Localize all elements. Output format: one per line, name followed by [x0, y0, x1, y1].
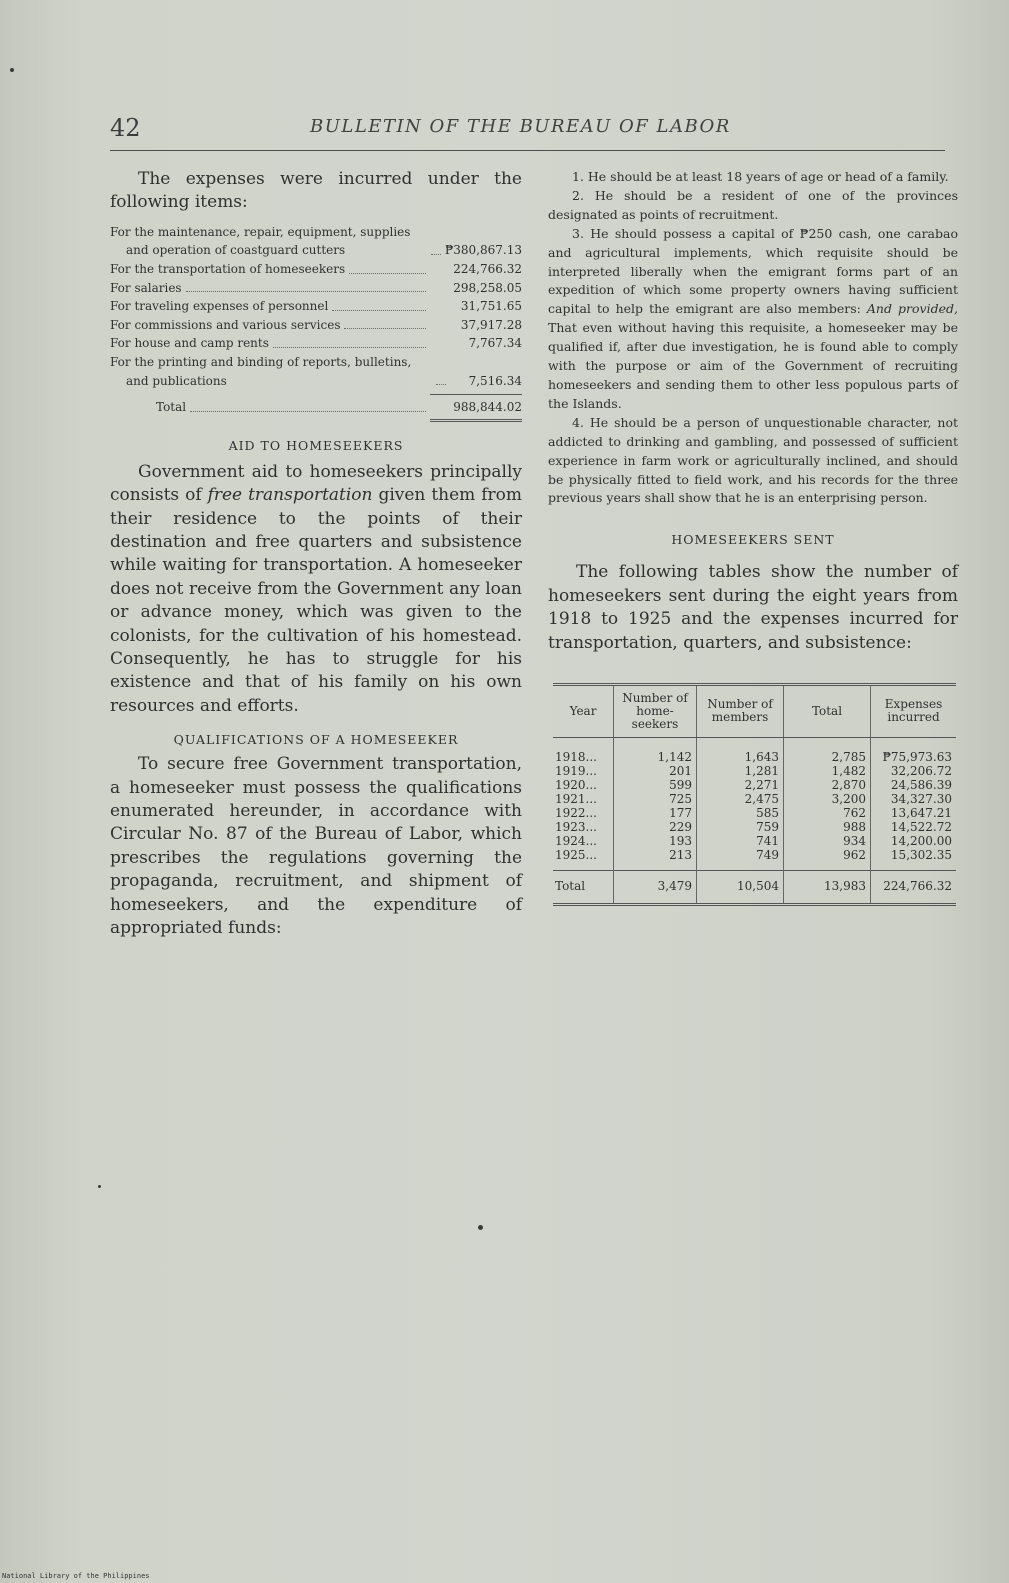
sum-rule	[430, 394, 522, 395]
page-number: 42	[110, 114, 141, 142]
cell-expenses: 34,327.30	[871, 792, 957, 806]
scan-speck	[10, 68, 14, 72]
qualification-2: 2. He should be a resident of one of the provinces designated as points of recruitment.	[548, 187, 958, 222]
expense-amount: ₱380,867.13	[444, 243, 522, 258]
col-header-homeseekers: Number of home-seekers	[614, 684, 697, 737]
cell-members: 759	[697, 820, 784, 834]
dot-leader	[349, 273, 426, 274]
cell-expenses: 14,200.00	[871, 834, 957, 848]
cell-year: 1918...	[555, 749, 597, 764]
aid-heading: AID TO HOMESEEKERS	[228, 437, 404, 453]
expenses-list	[110, 223, 522, 422]
cell-members: 1,281	[697, 764, 784, 778]
cell-homeseekers: 201	[614, 764, 697, 778]
cell-year: 1924...	[555, 833, 597, 848]
expense-label: For traveling expenses of personnel	[110, 299, 329, 314]
cell-members: 2,475	[697, 792, 784, 806]
table-row	[553, 792, 956, 806]
cell-members: 10,504	[697, 870, 784, 904]
aid-text-2: given them from their residence to the points of their destination and free quarters and subsistence while waiting for transportation. A homeseeker does not receive from the Government any loan or advance money, which was given to the colonists, for the cultivation of his homestead. Consequently, he has to struggle for his existence and that of his family on his own resources and efforts.	[110, 485, 523, 716]
cell-total: 762	[784, 806, 871, 820]
scan-speck	[98, 1185, 101, 1188]
col-header-year: Year	[553, 684, 614, 737]
col-header-total: Total	[784, 684, 871, 737]
qualification-3-emphasis: And provided,	[866, 301, 958, 317]
col-header-expenses: Expenses incurred	[871, 684, 957, 737]
cell-homeseekers: 213	[614, 848, 697, 871]
cell-expenses: 24,586.39	[871, 778, 957, 792]
expense-item	[110, 223, 522, 260]
cell-total: 962	[784, 848, 871, 871]
table-total-row	[553, 870, 956, 904]
expense-label: For salaries	[110, 280, 182, 295]
table-row	[553, 834, 956, 848]
scan-speck	[478, 1225, 483, 1230]
dot-leader	[436, 384, 446, 385]
expense-label: For the printing and binding of reports, bulletins, and publications	[110, 354, 412, 388]
cell-expenses: ₱75,973.63	[871, 737, 957, 764]
expense-item	[110, 260, 522, 279]
table-row	[553, 820, 956, 834]
cell-total: 2,870	[784, 778, 871, 792]
qualification-1: 1. He should be at least 18 years of age or head of a family.	[572, 169, 949, 184]
table-header-row	[553, 684, 956, 737]
expense-total-label: Total	[156, 400, 187, 415]
cell-total: 934	[784, 834, 871, 848]
expense-amount: 31,751.65	[460, 299, 522, 314]
expense-item	[110, 297, 522, 316]
aid-paragraph	[110, 461, 522, 718]
dot-leader	[332, 310, 426, 311]
cell-expenses: 224,766.32	[871, 870, 957, 904]
cell-members: 741	[697, 834, 784, 848]
homeseekers-sent-paragraph: The following tables show the number of homeseekers sent during the eight years from 1918 to 1925 and the expenses incurred for transportation, quarters, and subsistence:	[548, 562, 958, 653]
qualifications-paragraph: To secure free Government transportation, a homeseeker must possess the qualifications enumerated hereunder, in accordance with Circular No. 87 of the Bureau of Labor, which prescribes the regulations governing the propaganda, recruitment, and shipment of homeseekers, and the expenditure of appropriated funds:	[110, 754, 522, 939]
expenses-intro: The expenses were incurred under the following items:	[110, 169, 522, 213]
cell-year: 1925...	[555, 847, 597, 862]
cell-total: 1,482	[784, 764, 871, 778]
dot-leader	[273, 347, 426, 348]
cell-year: 1923...	[555, 819, 597, 834]
expense-item	[110, 353, 522, 390]
cell-expenses: 13,647.21	[871, 806, 957, 820]
qualification-3-text-2: That even without having this requisite, a homeseeker may be qualified if, after due investigation, he is found able to comply with the purpose or aim of the Government of recruiting homeseekers and sending them to other less populous parts of the Islands.	[548, 320, 958, 411]
expense-item	[110, 334, 522, 353]
table-row	[553, 737, 956, 764]
cell-members: 585	[697, 806, 784, 820]
expense-label: For commissions and various services	[110, 317, 341, 332]
cell-members: 2,271	[697, 778, 784, 792]
cell-expenses: 15,302.35	[871, 848, 957, 871]
footer-credit: National Library of the Philippines	[2, 1572, 150, 1580]
dot-leader	[431, 254, 441, 255]
expense-item	[110, 316, 522, 335]
expense-amount: 224,766.32	[453, 262, 522, 276]
dot-leader	[186, 291, 426, 292]
table-row	[553, 848, 956, 871]
expense-amount: 7,516.34	[468, 373, 522, 388]
cell-homeseekers: 725	[614, 792, 697, 806]
dot-leader	[190, 411, 426, 412]
expense-amount: 7,767.34	[468, 336, 522, 351]
expense-amount: 37,917.28	[460, 317, 522, 332]
cell-expenses: 32,206.72	[871, 764, 957, 778]
cell-year: 1920...	[555, 777, 597, 792]
header-rule	[110, 150, 945, 151]
cell-homeseekers: 177	[614, 806, 697, 820]
aid-text-1: Government aid to homeseekers principally consists of	[110, 461, 522, 506]
left-column	[110, 168, 522, 940]
expense-total-amount: 988,844.02	[453, 400, 522, 415]
qualification-3	[548, 225, 958, 414]
cell-homeseekers: 599	[614, 778, 697, 792]
qualification-3-text-1: 3. He should possess a capital of ₱250 cash, one carabao and agricultural implements, which requisite should be interpreted liberally when the emigrant forms part of an expedition of which some property owners having sufficient capital to help the emigrant are also members:	[548, 225, 958, 317]
cell-homeseekers: 193	[614, 834, 697, 848]
page-header	[110, 110, 945, 150]
expense-label: For the maintenance, repair, equipment, supplies and operation of coastguard cutters	[110, 224, 411, 258]
homeseekers-table-wrap	[548, 683, 958, 906]
cell-total: 3,200	[784, 792, 871, 806]
qualification-4: 4. He should be a person of unquestionable character, not addicted to drinking and gambling, and possessed of sufficient experience in farm work or agriculturally inclined, and should be physically fitted to field work, and his records for the three previous years shall show that he is an enterprising person.	[548, 414, 958, 506]
table-row	[553, 778, 956, 792]
cell-homeseekers: 1,142	[614, 737, 697, 764]
cell-year: 1922...	[555, 805, 597, 820]
homeseekers-sent-heading: HOMESEEKERS SENT	[671, 532, 835, 548]
expense-item	[110, 279, 522, 298]
cell-homeseekers: 3,479	[614, 870, 697, 904]
expense-total-row	[110, 398, 522, 417]
expense-amount: 298,258.05	[453, 280, 522, 295]
cell-year: 1921...	[555, 791, 597, 806]
cell-total: 988	[784, 820, 871, 834]
cell-total: 2,785	[784, 737, 871, 764]
table-row	[553, 764, 956, 778]
homeseekers-table	[553, 683, 956, 906]
cell-total-label: Total	[553, 870, 614, 904]
right-column	[548, 168, 958, 906]
aid-emphasis: free transportation	[207, 485, 373, 506]
cell-homeseekers: 229	[614, 820, 697, 834]
expense-label: For house and camp rents	[110, 336, 269, 351]
total-double-rule	[430, 419, 522, 422]
cell-year: 1919...	[555, 763, 597, 778]
cell-members: 1,643	[697, 737, 784, 764]
cell-expenses: 14,522.72	[871, 820, 957, 834]
running-title: BULLETIN OF THE BUREAU OF LABOR	[310, 116, 731, 137]
cell-total: 13,983	[784, 870, 871, 904]
table-row	[553, 806, 956, 820]
dot-leader	[344, 328, 426, 329]
qualifications-heading: QUALIFICATIONS OF A HOMESEEKER	[173, 732, 459, 748]
cell-members: 749	[697, 848, 784, 871]
expense-label: For the transportation of homeseekers	[110, 262, 346, 276]
col-header-members: Number of members	[697, 684, 784, 737]
